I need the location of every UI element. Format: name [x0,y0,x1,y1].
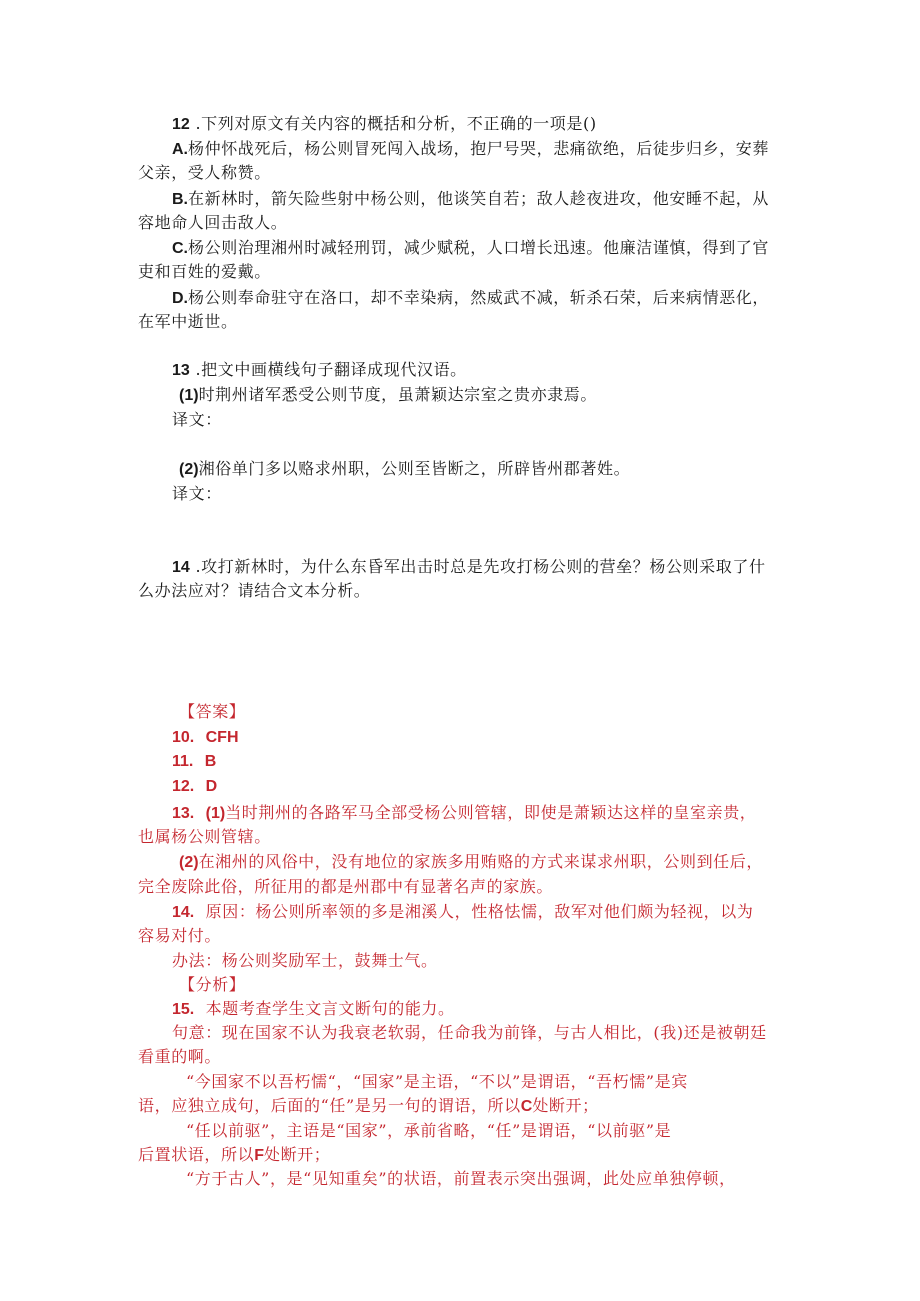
q14-stem [172,556,766,579]
analysis-heading: 【分析】 [179,975,246,994]
translation-1-prompt: 译文： [172,410,222,429]
q12-option-b [172,188,769,211]
break-mark-f: F [254,1147,264,1164]
option-b-text: 在新林时，箭矢险些射中杨公则，他谈笑自若；敌人趁夜进攻，他安睡不起，从 [188,189,770,208]
answer-13-number: 13. [172,805,195,822]
option-c-label: C. [172,240,188,257]
q13-sentence-1 [179,384,597,407]
q13-number: 13 [172,362,190,379]
option-c-text: 杨公则治理湘州时减轻刑罚，减少赋税，人口增长迅速。他廉洁谨慎，得到了官 [188,238,770,257]
break-mark-c: C [520,1098,533,1115]
q13-sentence-2 [179,458,630,481]
option-d-text-cont: 在军中逝世。 [138,312,238,331]
analysis-point-3: “方于古人”，是“见知重矣”的状语，前置表示突出强调，此处应单独停顿， [186,1169,736,1188]
q13-stem-text: .把文中画横线句子翻译成现代汉语。 [195,360,467,379]
answer-14-number: 14. [172,904,195,921]
answer-14-method: 办法：杨公则奖励军士，鼓舞士气。 [172,951,438,970]
sentence-1-label: (1) [179,387,199,404]
answer-10 [172,726,239,749]
analysis-15-text: 本题考查学生文言文断句的能力。 [205,999,455,1018]
answer-14 [172,901,753,924]
sentence-2-label: (2) [179,461,199,478]
analysis-meaning-cont: 看重的啊。 [138,1047,222,1066]
answer-11 [172,750,216,773]
analysis-point-2-cont [138,1144,330,1167]
q12-option-a [172,138,769,161]
answer-11-number: 11. [172,753,194,770]
answer-13-1-label: (1) [205,805,226,822]
answer-13-1-text: 当时荆州的各路军马全部受杨公则管辖，即使是萧颖达这样的皇室亲贵， [225,803,757,822]
q12-stem [172,113,597,136]
analysis-point-2: “任以前驱”，主语是“国家”，承前省略，“任”是谓语，“以前驱”是 [186,1121,672,1140]
q14-stem-cont: 么办法应对？请结合文本分析。 [138,581,371,600]
answer-13-2-text-cont: 完全废除此俗，所征用的都是州郡中有显著名声的家族。 [138,877,554,896]
analysis-point-1: “今国家不以吾朽懦“，“国家”是主语，“不以”是谓语，“吾朽懦”是宾 [186,1072,688,1091]
answer-12 [172,775,217,798]
q14-stem-text: .攻打新林时，为什么东昏军出击时总是先攻打杨公则的营垒？杨公则采取了什 [195,557,766,576]
sentence-1-text: 时荆州诸军悉受公则节度，虽萧颖达宗室之贵亦隶焉。 [198,385,597,404]
option-c-text-cont: 吏和百姓的爱戴。 [138,262,271,281]
answer-11-value: B [204,753,217,770]
analysis-point-2-tail: 处断开； [263,1145,331,1164]
analysis-point-2-text: 后置状语，所以 [138,1145,255,1164]
option-a-label: A. [172,141,188,158]
answer-10-number: 10. [172,729,195,746]
analysis-point-1-tail: 处断开； [532,1096,599,1115]
analysis-15 [172,998,455,1021]
answer-10-value: CFH [205,729,239,746]
answer-12-value: D [205,778,218,795]
option-d-label: D. [172,290,188,307]
answer-14-text: 原因：杨公则所率领的多是湘溪人，性格怯懦，敌军对他们颇为轻视，以为 [205,902,754,921]
sentence-2-text: 湘俗单门多以赂求州职，公则至皆断之，所辟皆州郡著姓。 [198,459,631,478]
option-b-label: B. [172,191,188,208]
analysis-meaning: 句意：现在国家不认为我衰老软弱，任命我为前锋，与古人相比，(我)还是被朝廷 [172,1023,767,1042]
answer-13-2-label: (2) [179,854,199,871]
analysis-15-number: 15. [172,1001,195,1018]
q14-number: 14 [172,559,190,576]
answer-13-1-text-cont: 也属杨公则管辖。 [138,827,271,846]
answer-12-number: 12. [172,778,195,795]
answer-14-text-cont: 容易对付。 [138,926,222,945]
translation-2-prompt: 译文： [172,484,222,503]
option-a-text: 杨仲怀战死后，杨公则冒死闯入战场，抱尸号哭，悲痛欲绝，后徒步归乡，安葬 [188,139,770,158]
analysis-point-1-cont [138,1095,599,1118]
option-a-text-cont: 父亲，受人称赞。 [138,163,271,182]
answer-13-1 [172,802,756,825]
answer-heading: 【答案】 [179,702,246,721]
q13-stem [172,359,467,382]
option-d-text: 杨公则奉命驻守在洛口，却不幸染病，然威武不减，斩杀石荣，后来病情恶化， [188,288,770,307]
answer-13-2 [179,851,763,874]
q12-number: 12 [172,116,190,133]
option-b-text-cont: 容地命人回击敌人。 [138,213,288,232]
q12-option-c [172,237,769,260]
analysis-point-1-text: 语，应独立成句，后面的“任”是另一句的谓语，所以 [138,1096,521,1115]
q12-stem-text: .下列对原文有关内容的概括和分析，不正确的一项是() [195,114,597,133]
q12-option-d [172,287,769,310]
answer-13-2-text: 在湘州的风俗中，没有地位的家族多用贿赂的方式来谋求州职，公则到任后， [198,852,763,871]
